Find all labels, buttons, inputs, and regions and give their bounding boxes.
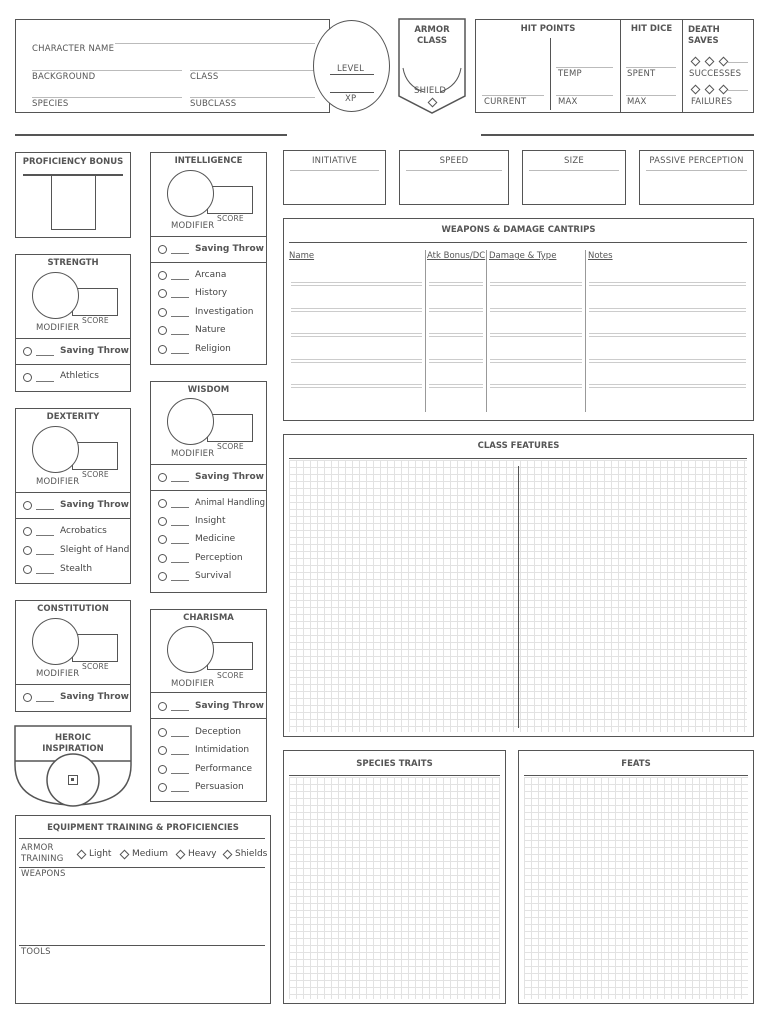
skill-bonus[interactable] <box>36 573 54 574</box>
heroic-inspiration-checkbox[interactable] <box>68 775 78 785</box>
skill-radio[interactable] <box>158 572 167 581</box>
skill-arcana: Arcana <box>195 270 227 280</box>
initiative-label: INITIATIVE <box>311 156 358 166</box>
constitution-divider <box>15 684 131 685</box>
weapon-row-line[interactable] <box>291 285 422 286</box>
weapons-col-notes: Notes <box>588 251 613 261</box>
skill-radio[interactable] <box>23 565 32 574</box>
weapons-title: WEAPONS & DAMAGE CANTRIPS <box>441 225 596 235</box>
skill-animal-handling: Animal Handling <box>195 498 266 508</box>
weapon-row-line[interactable] <box>429 282 483 283</box>
species-traits-rule <box>289 775 500 776</box>
weapon-row-line[interactable] <box>429 308 483 309</box>
skill-radio[interactable] <box>158 289 167 298</box>
class-label: CLASS <box>190 72 219 82</box>
strength-saving-throw-radio[interactable] <box>23 347 32 356</box>
hit-dice-spent-field[interactable] <box>626 67 676 68</box>
dexterity-divider-2 <box>15 518 131 519</box>
skill-insight: Insight <box>195 516 226 526</box>
background-field[interactable] <box>32 70 182 71</box>
weapon-row-line[interactable] <box>589 359 746 360</box>
weapon-row-line[interactable] <box>291 336 422 337</box>
successes-rule <box>728 62 748 63</box>
skill-bonus[interactable] <box>171 525 189 526</box>
skill-perception: Perception <box>195 553 243 563</box>
dexterity-title: DEXTERITY <box>46 412 100 422</box>
equipment-training-title: EQUIPMENT TRAINING & PROFICIENCIES <box>47 823 239 833</box>
strength-saving-throw-label: Saving Throw <box>60 346 129 356</box>
weapon-row-line[interactable] <box>291 359 422 360</box>
weapon-row-line[interactable] <box>490 336 582 337</box>
temp-hp-label: TEMP <box>558 69 582 79</box>
strength-saving-throw-bonus[interactable] <box>36 355 54 356</box>
skill-radio[interactable] <box>23 373 32 382</box>
charisma-score-label: SCORE <box>217 671 244 680</box>
weapon-row-line[interactable] <box>429 336 483 337</box>
weapon-row-line[interactable] <box>291 362 422 363</box>
skill-radio[interactable] <box>158 308 167 317</box>
weapon-row-line[interactable] <box>291 384 422 385</box>
skill-bonus[interactable] <box>36 535 54 536</box>
strength-score-field[interactable] <box>72 288 118 316</box>
charisma-divider-1 <box>150 692 267 693</box>
proficiency-bonus-label: PROFICIENCY BONUS <box>22 157 124 167</box>
skill-bonus[interactable] <box>171 279 189 280</box>
current-hp-label: CURRENT <box>484 97 527 107</box>
skill-performance: Performance <box>195 764 253 774</box>
class-features-column-divider <box>518 466 519 728</box>
hit-points-label: HIT POINTS <box>520 24 576 34</box>
skill-stealth: Stealth <box>60 564 93 574</box>
wisdom-modifier-field[interactable] <box>167 398 214 445</box>
wisdom-saving-throw-radio[interactable] <box>158 473 167 482</box>
skill-bonus[interactable] <box>171 562 189 563</box>
skill-investigation: Investigation <box>195 307 254 317</box>
dexterity-saving-throw-label: Saving Throw <box>60 500 129 510</box>
dexterity-saving-throw-radio[interactable] <box>23 501 32 510</box>
weapon-row-line[interactable] <box>490 384 582 385</box>
intelligence-modifier-label: MODIFIER <box>171 221 215 231</box>
xp-field <box>330 92 374 93</box>
armor-light-label: Light <box>89 849 112 859</box>
charisma-saving-throw-label: Saving Throw <box>195 701 264 711</box>
skill-bonus[interactable] <box>171 754 189 755</box>
skill-bonus[interactable] <box>36 554 54 555</box>
intelligence-saving-throw-radio[interactable] <box>158 245 167 254</box>
constitution-title: CONSTITUTION <box>37 604 109 614</box>
wisdom-score-field[interactable] <box>207 414 253 442</box>
skill-acrobatics: Acrobatics <box>60 526 107 536</box>
weapon-row-line[interactable] <box>291 308 422 309</box>
strength-title: STRENGTH <box>47 258 99 268</box>
skill-bonus[interactable] <box>171 791 189 792</box>
weapon-row-line[interactable] <box>429 285 483 286</box>
subclass-field[interactable] <box>190 97 315 98</box>
skill-radio[interactable] <box>158 326 167 335</box>
intelligence-score-label: SCORE <box>217 214 244 223</box>
charisma-score-field[interactable] <box>207 642 253 670</box>
tools-label: TOOLS <box>21 947 51 957</box>
skill-radio[interactable] <box>158 554 167 563</box>
weapon-row-line[interactable] <box>291 387 422 388</box>
constitution-score-label: SCORE <box>82 662 109 671</box>
skill-persuasion: Persuasion <box>195 782 244 792</box>
constitution-modifier-label: MODIFIER <box>36 669 80 679</box>
weapon-row-line[interactable] <box>490 359 582 360</box>
weapon-row-line[interactable] <box>490 333 582 334</box>
weapon-row-line[interactable] <box>490 362 582 363</box>
skill-intimidation: Intimidation <box>195 745 250 755</box>
speed-rule <box>406 170 502 171</box>
weapon-row-line[interactable] <box>589 282 746 283</box>
max-hp-field[interactable] <box>556 95 613 96</box>
wisdom-divider-1 <box>150 464 267 465</box>
skill-bonus[interactable] <box>171 580 189 581</box>
skill-bonus[interactable] <box>171 316 189 317</box>
skill-deception: Deception <box>195 727 241 737</box>
weapons-training-label: WEAPONS <box>21 869 66 879</box>
constitution-saving-throw-radio[interactable] <box>23 693 32 702</box>
feats-grid[interactable] <box>524 777 748 999</box>
failures-rule <box>728 90 748 91</box>
separator-left <box>15 134 287 136</box>
skill-bonus[interactable] <box>171 543 189 544</box>
skill-radio[interactable] <box>158 746 167 755</box>
weapons-box <box>283 218 754 421</box>
dexterity-modifier-field[interactable] <box>32 426 79 473</box>
intelligence-title: INTELLIGENCE <box>174 156 243 166</box>
tools-rule <box>19 945 265 946</box>
equipment-title-rule <box>19 838 265 839</box>
death-saves-label: DEATH SAVES <box>688 25 720 46</box>
wisdom-title: WISDOM <box>187 385 230 395</box>
armor-class-label: ARMOR CLASS <box>414 25 450 46</box>
wisdom-score-label: SCORE <box>217 442 244 451</box>
dexterity-modifier-label: MODIFIER <box>36 477 80 487</box>
level-label: LEVEL <box>337 64 365 74</box>
weapon-row-line[interactable] <box>490 308 582 309</box>
strength-divider-1 <box>15 338 131 339</box>
weapons-training-field[interactable] <box>19 882 265 944</box>
intelligence-score-field[interactable] <box>207 186 253 214</box>
weapon-row-line[interactable] <box>589 362 746 363</box>
current-hp-field[interactable] <box>482 95 544 96</box>
constitution-saving-throw-bonus[interactable] <box>36 701 54 702</box>
skill-radio[interactable] <box>158 517 167 526</box>
skill-bonus[interactable] <box>171 334 189 335</box>
constitution-saving-throw-label: Saving Throw <box>60 692 129 702</box>
strength-score-label: SCORE <box>82 316 109 325</box>
weapon-row-line[interactable] <box>589 336 746 337</box>
skill-radio[interactable] <box>23 546 32 555</box>
class-features-rule <box>289 458 747 459</box>
passive-perception-label: PASSIVE PERCEPTION <box>649 156 744 166</box>
weapons-col-divider-1 <box>425 250 426 412</box>
weapon-row-line[interactable] <box>429 311 483 312</box>
skill-radio[interactable] <box>158 728 167 737</box>
initiative-rule <box>290 170 379 171</box>
level-field <box>330 74 374 75</box>
weapon-row-line[interactable] <box>429 384 483 385</box>
skill-bonus[interactable] <box>171 507 189 508</box>
weapon-row-line[interactable] <box>490 285 582 286</box>
constitution-modifier-field[interactable] <box>32 618 79 665</box>
weapon-row-line[interactable] <box>589 387 746 388</box>
skill-medicine: Medicine <box>195 534 236 544</box>
weapon-row-line[interactable] <box>291 311 422 312</box>
feats-title: FEATS <box>621 759 651 769</box>
armor-training-rule <box>19 867 265 868</box>
weapon-row-line[interactable] <box>429 333 483 334</box>
weapon-row-line[interactable] <box>429 359 483 360</box>
character-name-field[interactable] <box>115 43 315 44</box>
hit-dice-max-label: MAX <box>627 97 647 107</box>
skill-radio[interactable] <box>158 535 167 544</box>
weapons-col-divider-3 <box>585 250 586 412</box>
shield-label: SHIELD <box>414 86 447 96</box>
subclass-label: SUBCLASS <box>190 99 237 109</box>
size-label: SIZE <box>564 156 584 166</box>
separator-right <box>481 134 754 136</box>
failures-label: FAILURES <box>691 97 733 107</box>
weapon-row-line[interactable] <box>490 282 582 283</box>
charisma-modifier-label: MODIFIER <box>171 679 215 689</box>
strength-modifier-label: MODIFIER <box>36 323 80 333</box>
weapon-row-line[interactable] <box>429 387 483 388</box>
armor-medium-label: Medium <box>132 849 168 859</box>
weapon-row-line[interactable] <box>589 311 746 312</box>
skill-athletics: Athletics <box>60 371 99 381</box>
species-label: SPECIES <box>32 99 69 109</box>
skill-bonus[interactable] <box>171 297 189 298</box>
intelligence-divider-2 <box>150 262 267 263</box>
skill-history: History <box>195 288 228 298</box>
weapon-row-line[interactable] <box>589 384 746 385</box>
weapon-row-line[interactable] <box>589 285 746 286</box>
species-field[interactable] <box>32 97 182 98</box>
dexterity-score-field[interactable] <box>72 442 118 470</box>
intelligence-divider-1 <box>150 236 267 237</box>
skill-sleight-of-hand: Sleight of Hand <box>60 545 130 555</box>
weapon-row-line[interactable] <box>490 311 582 312</box>
weapons-col-divider-2 <box>486 250 487 412</box>
background-label: BACKGROUND <box>32 72 96 82</box>
skill-radio[interactable] <box>158 783 167 792</box>
charisma-saving-throw-bonus[interactable] <box>171 710 189 711</box>
weapons-col-atk: Atk Bonus/DC <box>427 251 486 261</box>
species-traits-title: SPECIES TRAITS <box>356 759 433 769</box>
weapon-row-line[interactable] <box>589 333 746 334</box>
skill-radio[interactable] <box>158 271 167 280</box>
wisdom-saving-throw-bonus[interactable] <box>171 481 189 482</box>
hit-dice-label: HIT DICE <box>630 24 673 34</box>
weapon-row-line[interactable] <box>589 308 746 309</box>
class-features-title: CLASS FEATURES <box>477 441 560 451</box>
dexterity-saving-throw-bonus[interactable] <box>36 509 54 510</box>
skill-bonus[interactable] <box>171 773 189 774</box>
strength-divider-2 <box>15 364 131 365</box>
max-hp-label: MAX <box>558 97 578 107</box>
skill-radio[interactable] <box>158 765 167 774</box>
weapon-row-line[interactable] <box>291 282 422 283</box>
successes-label: SUCCESSES <box>689 69 742 79</box>
skill-radio[interactable] <box>23 527 32 536</box>
hit-dice-max-field[interactable] <box>626 95 676 96</box>
intelligence-modifier-field[interactable] <box>167 170 214 217</box>
species-traits-grid[interactable] <box>289 777 500 999</box>
speed-label: SPEED <box>439 156 469 166</box>
intelligence-saving-throw-label: Saving Throw <box>195 244 264 254</box>
skill-bonus[interactable] <box>171 736 189 737</box>
charisma-modifier-field[interactable] <box>167 626 214 673</box>
weapons-col-name: Name <box>289 251 315 261</box>
passive-perception-rule <box>646 170 747 171</box>
tools-field[interactable] <box>19 960 265 1000</box>
skill-nature: Nature <box>195 325 226 335</box>
character-name-label: CHARACTER NAME <box>32 44 115 54</box>
dexterity-divider-1 <box>15 492 131 493</box>
armor-training-label: ARMOR TRAINING <box>21 843 64 864</box>
skill-bonus[interactable] <box>36 381 54 382</box>
skill-survival: Survival <box>195 571 232 581</box>
weapons-col-damage: Damage & Type <box>489 251 557 261</box>
temp-hp-field[interactable] <box>556 67 613 68</box>
weapon-row-line[interactable] <box>490 387 582 388</box>
weapons-title-rule <box>289 242 747 243</box>
constitution-score-field[interactable] <box>72 634 118 662</box>
checkbox-dot-icon <box>71 778 74 781</box>
feats-rule <box>524 775 748 776</box>
wisdom-saving-throw-label: Saving Throw <box>195 472 264 482</box>
charisma-divider-2 <box>150 718 267 719</box>
skill-religion: Religion <box>195 344 231 354</box>
skill-bonus[interactable] <box>171 353 189 354</box>
weapon-row-line[interactable] <box>429 362 483 363</box>
armor-shields-label: Shields <box>235 849 268 859</box>
hit-dice-spent-label: SPENT <box>627 69 656 79</box>
strength-modifier-field[interactable] <box>32 272 79 319</box>
wisdom-modifier-label: MODIFIER <box>171 449 215 459</box>
skill-radio[interactable] <box>158 345 167 354</box>
proficiency-bonus-field[interactable] <box>51 175 96 230</box>
hit-points-divider <box>550 38 551 110</box>
class-field[interactable] <box>190 70 315 71</box>
xp-label: XP <box>345 94 357 104</box>
weapon-row-line[interactable] <box>291 333 422 334</box>
wisdom-divider-2 <box>150 490 267 491</box>
armor-heavy-label: Heavy <box>188 849 217 859</box>
charisma-saving-throw-radio[interactable] <box>158 702 167 711</box>
skill-radio[interactable] <box>158 499 167 508</box>
dexterity-score-label: SCORE <box>82 470 109 479</box>
charisma-title: CHARISMA <box>183 613 234 623</box>
size-rule <box>529 170 619 171</box>
intelligence-saving-throw-bonus[interactable] <box>171 253 189 254</box>
heroic-inspiration-label: HEROIC INSPIRATION <box>42 733 104 754</box>
